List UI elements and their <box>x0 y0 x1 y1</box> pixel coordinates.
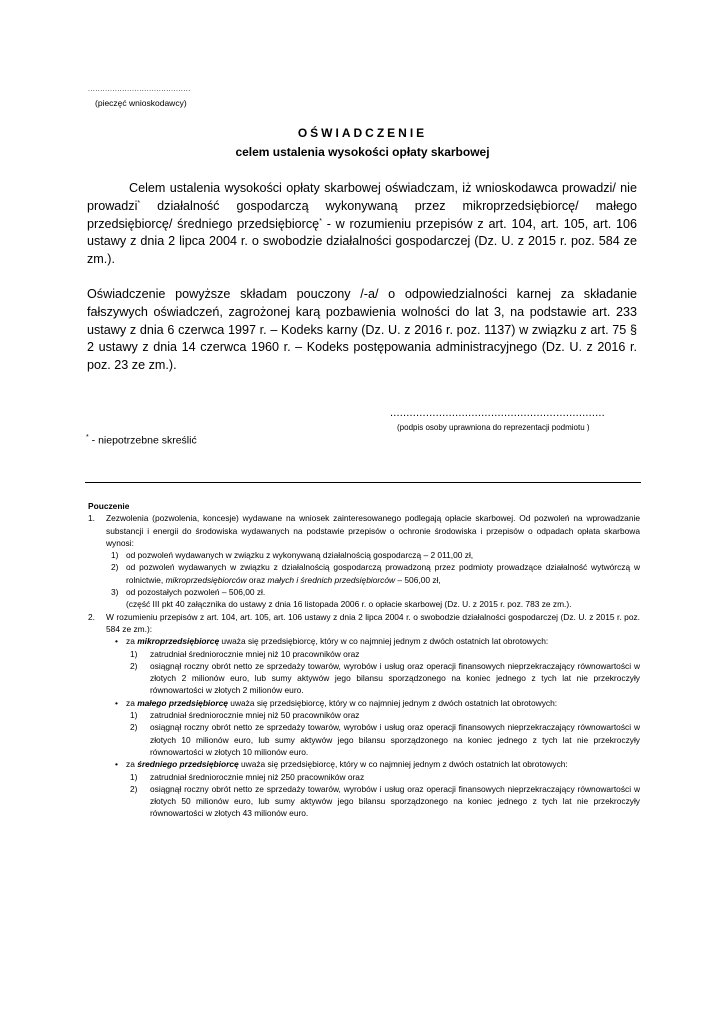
definition-bullet-medium <box>88 758 640 770</box>
asterisk-mark: * <box>319 217 322 225</box>
item-text: W rozumieniu przepisów z art. 104, art. 105, art. 106 ustawy z dnia 2 lipca 2004 r. o swobodzie działalności gospodarczej (Dz. U. z 2015 r. poz. 584 ze zm.): <box>106 611 640 634</box>
document-subtitle: celem ustalenia wysokości opłaty skarbowej <box>235 145 490 159</box>
bullet-text: za <box>126 759 138 770</box>
fee-item-2 <box>88 561 640 586</box>
criterion-text: zatrudniał średniorocznie mniej niż 50 pracowników oraz <box>150 710 360 721</box>
definition-bullet-small <box>88 697 640 709</box>
criterion-number: 2) <box>130 660 138 671</box>
criterion-item <box>88 721 640 758</box>
criterion-text: osiągnął roczny obrót netto ze sprzedaży towarów, wyrobów i usług oraz operacji finansowych nieprzekraczający równowartości w złotych 2 milionów euro, lub sumy aktywów jego bilansu sporządzonego na koniec jednego z tych lat nie przekroczyły równowartości w złotych 2 milionów euro. <box>150 660 640 696</box>
criterion-number: 2) <box>130 722 138 733</box>
criterion-text: osiągnął roczny obrót netto ze sprzedaży towarów, wyrobów i usług oraz operacji finansowych nieprzekraczający równowartości w złotych 10 milionów euro, lub sumy aktywów jego bilansu sporządzonego na koniec jednego z tych lat nie przekroczyły równowartości w złotych 10 milionów euro. <box>150 722 640 757</box>
fee-item-3 <box>88 586 640 598</box>
criterion-text: zatrudniał średniorocznie mniej niż 250 pracowników oraz <box>150 771 365 782</box>
sub-text: od pozostałych pozwoleń – 506,00 zł. <box>126 587 266 598</box>
defined-term: małego przedsiębiorcę <box>137 697 228 708</box>
criterion-item <box>88 660 640 697</box>
stamp-dotted-line: .......................................... <box>88 86 191 93</box>
asterisk-mark: * <box>137 199 141 207</box>
declaration-paragraph <box>87 180 637 269</box>
declaration-text-1: Celem ustalenia wysokości opłaty skarbowej oświadczam, iż wnioskodawca prowadzi/ nie prowadzi <box>87 181 637 213</box>
sub-number: 3) <box>111 587 119 598</box>
sub-text: od pozwoleń wydawanych w związku z działalnością gospodarczą prowadzoną przez podmioty prowadzące działalność wytwórczą w rolnictwie, <box>126 562 640 585</box>
sub-number: 2) <box>111 562 119 573</box>
sub-text-italic: małych i średnich przedsiębiorców <box>267 574 396 585</box>
bullet-text: uważa się przedsiębiorcę, który w co najmniej jednym z dwóch ostatnich lat obrotowych: <box>227 697 558 708</box>
footnote <box>86 434 197 447</box>
criterion-number: 1) <box>130 648 138 659</box>
defined-term: średniego przedsiębiorcę <box>137 759 239 770</box>
sub-text: – 506,00 zł, <box>395 574 441 585</box>
criterion-item <box>88 709 640 721</box>
criterion-text: osiągnął roczny obrót netto ze sprzedaży towarów, wyrobów i usług oraz operacji finansowych nieprzekraczający równowartości w złotych 50 milionów euro, lub sumy aktywów jego bilansu sporządzonego na koniec jednego z tych lat nie przekroczyły równowartości w złotych 43 milionów euro. <box>150 783 640 819</box>
fee-item-1 <box>88 549 640 561</box>
liability-paragraph: Oświadczenie powyższe składam pouczony /-a/ o odpowiedzialności karnej za składanie fałszywych oświadczeń, zagrożonej karą pozbawienia wolności do lat 3, na podstawie art. 233 ustawy z dnia 6 czerwca 1997 r. – Kodeks karny (Dz. U. z 2016 r. poz. 1137) w związku z art. 75 § 2 ustawy z dnia 14 czerwca 1960 r. – Kodeks postępowania administracyjnego (Dz. U. z 2016 r. poz. 23 ze zm.). <box>87 287 637 373</box>
instruction-item-2 <box>88 611 640 636</box>
legal-reference-note: (część III pkt 40 załącznika do ustawy z dnia 16 listopada 2006 r. o opłacie skarbowej (Dz. U. z 2015 r. poz. 783 ze zm.). <box>126 599 572 610</box>
instruction-item-1 <box>88 512 640 549</box>
criterion-item <box>88 648 640 660</box>
declaration-text-3: - w rozumieniu przepisów z art. 104, art. 105, art. 106 ustawy z dnia 2 lipca 2004 r. o swobodzie działalności gospodarczej (Dz. U. z 2015 r. poz. 584 ze zm.). <box>87 216 637 267</box>
sub-text: od pozwoleń wydawanych w związku z wykonywaną działalnością gospodarczą – 2 011,00 zł, <box>126 550 474 561</box>
sub-text: oraz <box>246 574 268 585</box>
stamp-label: (pieczęć wnioskodawcy) <box>95 98 187 108</box>
item-number: 1. <box>88 513 95 524</box>
sub-number: 1) <box>111 550 119 561</box>
criterion-number: 2) <box>130 783 138 794</box>
horizontal-divider <box>85 482 641 483</box>
criterion-item <box>88 783 640 820</box>
bullet-text: uważa się przedsiębiorcę, który w co najmniej jednym z dwóch ostatnich lat obrotowych: <box>219 636 549 647</box>
document-title: OŚWIADCZENIE <box>297 126 428 140</box>
item-number: 2. <box>88 611 95 622</box>
bullet-text: za <box>126 636 138 647</box>
definition-bullet-micro <box>88 635 640 647</box>
bullet-icon: • <box>115 636 118 647</box>
bullet-icon: • <box>115 697 118 708</box>
footnote-asterisk: * <box>86 434 89 441</box>
bullet-text: za <box>126 697 138 708</box>
item-text: Zezwolenia (pozwolenia, koncesje) wydawane na wniosek zainteresowanego podlegają opłacie skarbowej. Od pozwoleń na wprowadzanie substancji i energii do środowiska wydawanych na podstawie przepisów o ochronie środowiska i przepisów o odpadach opłata skarbowa wynosi: <box>106 513 640 548</box>
bullet-icon: • <box>115 759 118 770</box>
defined-term: mikroprzedsiębiorcę <box>137 636 220 647</box>
instructions-heading: Pouczenie <box>88 501 130 511</box>
signature-dotted-line: .................................................................. <box>390 407 605 419</box>
sub-text-italic: mikroprzedsiębiorców <box>165 574 247 585</box>
instructions-section <box>88 500 640 820</box>
bullet-text: uważa się przedsiębiorcę, który w co najmniej jednym z dwóch ostatnich lat obrotowych: <box>238 759 568 770</box>
declaration-text-2: działalność gospodarczą wykonywaną przez mikroprzedsiębiorcę/ małego przedsiębiorcę/ średniego przedsiębiorcę <box>87 198 637 231</box>
signature-label: (podpis osoby uprawniona do reprezentacji podmiotu ) <box>397 423 590 432</box>
criterion-item <box>88 771 640 783</box>
footnote-text: - niepotrzebne skreślić <box>88 434 197 447</box>
criterion-number: 1) <box>130 771 138 782</box>
criterion-text: zatrudniał średniorocznie mniej niż 10 pracowników oraz <box>150 648 360 659</box>
criterion-number: 1) <box>130 710 138 721</box>
